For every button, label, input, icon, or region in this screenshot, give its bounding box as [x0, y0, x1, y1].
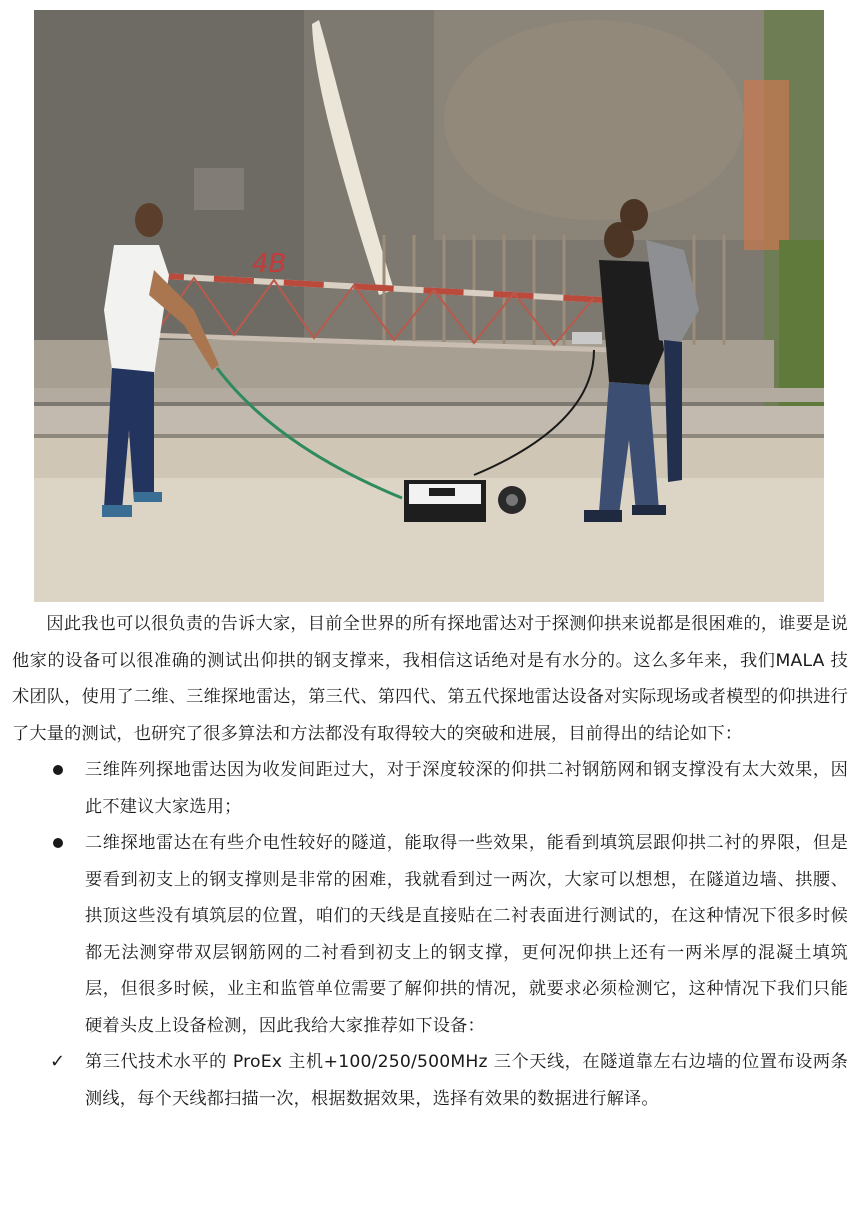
bullet-text: 三维阵列探地雷达因为收发间距过大，对于深度较深的仰拱二衬钢筋网和钢支撑没有太大效果，因此不建议大家选用；	[85, 760, 848, 817]
bullet-text: 二维探地雷达在有些介电性较好的隧道，能取得一些效果，能看到填筑层跟仰拱二衬的界限，但是要看到初支上的钢支撑则是非常的困难，我就看到过一两次，大家可以想想，在隧道边墙、拱腰、拱顶这些没有填筑层的位置，咱们的天线是直接贴在二衬表面进行测试的，在这种情况下很多时候都无法测穿带双层钢筋网的二衬看到初支上的钢支撑，更何况仰拱上还有一两米厚的混凝土填筑层，但很多时候，业主和监管单位需要了解仰拱的情况，就要求必须检测它，这种情况下我们只能硬着头皮上设备检测，因此我给大家推荐如下设备：	[85, 833, 848, 1036]
wall-graffiti: 4B	[252, 249, 287, 279]
bullet-item	[12, 752, 848, 825]
bullet-item	[12, 825, 848, 1044]
article-body	[12, 606, 848, 1117]
check-text: 第三代技术水平的 ProEx 主机+100/250/500MHz 三个天线，在隧道靠左右边墙的位置布设两条测线，每个天线都扫描一次，根据数据效果，选择有效果的数据进行解译。	[85, 1052, 848, 1109]
bullet-icon	[53, 838, 63, 848]
bullet-icon	[53, 765, 63, 775]
field-test-photo	[34, 10, 824, 602]
checkmark-icon: ✓	[50, 1051, 66, 1072]
check-item	[12, 1044, 848, 1117]
intro-paragraph: 因此我也可以很负责的告诉大家，目前全世界的所有探地雷达对于探测仰拱来说都是很困难的，谁要是说他家的设备可以很准确的测试出仰拱的钢支撑来，我相信这话绝对是有水分的。这么多年来，我们MALA 技术团队，使用了二维、三维探地雷达，第三代、第四代、第五代探地雷达设备对实际现场或者模型的仰拱进行了大量的测试，也研究了很多算法和方法都没有取得较大的突破和进展，目前得出的结论如下：	[12, 614, 848, 744]
